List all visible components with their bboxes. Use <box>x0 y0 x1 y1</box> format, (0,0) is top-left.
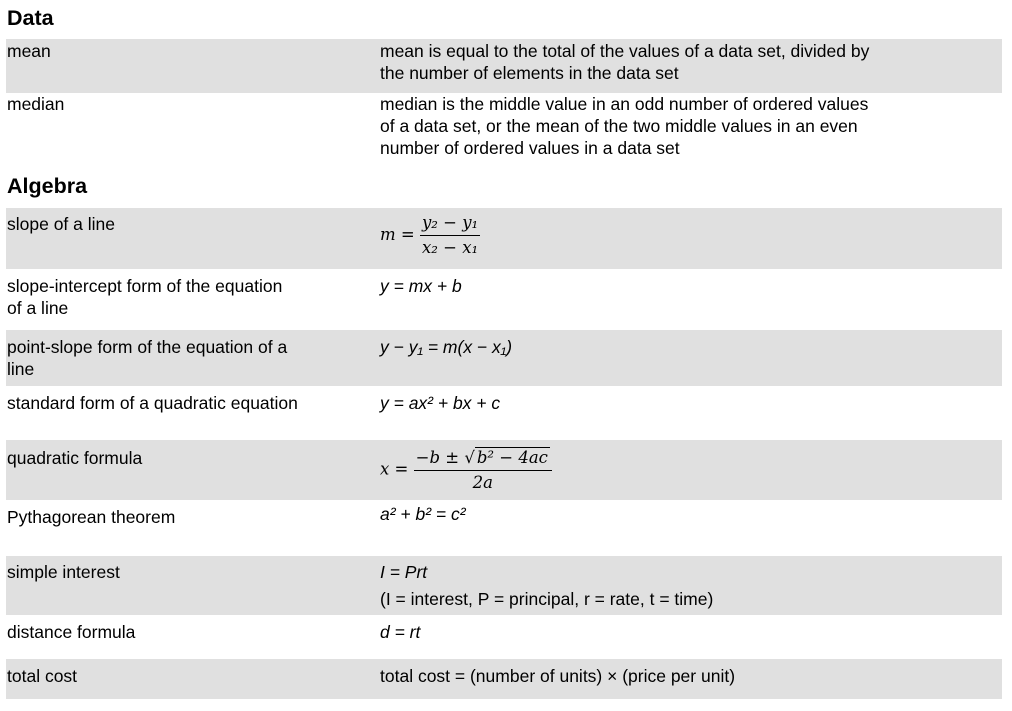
section-heading-algebra: Algebra <box>7 174 88 198</box>
term-point-slope <box>7 336 337 380</box>
formula-slope-intercept: y = mx + b <box>380 276 462 296</box>
formula-quadratic-denominator: 2a <box>472 473 493 492</box>
formula-distance: d = rt <box>380 622 421 642</box>
row-total-cost <box>6 659 1002 699</box>
formula-quadratic-numerator <box>414 447 552 471</box>
formula-quadratic-fraction <box>414 447 552 493</box>
row-slope <box>6 208 1002 269</box>
formula-simple-interest: I = Prt <box>380 562 428 582</box>
formula-standard-form: y = ax² + bx + c <box>380 393 501 413</box>
row-mean <box>6 39 1002 93</box>
formula-slope-numerator: y₂ − y₁ <box>420 213 480 236</box>
legend-simple-interest: (I = interest, P = principal, r = rate, t = time) <box>380 589 714 609</box>
term-point-slope-line1: point-slope form of the equation of a <box>7 337 288 357</box>
formula-quadratic <box>380 447 552 493</box>
formula-slope-fraction <box>420 213 480 258</box>
formula-slope-lhs: m = <box>380 225 415 244</box>
term-quadratic: quadratic formula <box>7 448 143 468</box>
formula-quadratic-numerator-prefix: −b ± √ <box>415 448 475 467</box>
definition-mean-line2: the number of elements in the data set <box>380 63 679 83</box>
formula-quadratic-radicand: b² − 4ac <box>476 448 548 467</box>
term-median: median <box>7 94 65 114</box>
definition-mean-line1: mean is equal to the total of the values of a data set, divided by <box>380 41 870 61</box>
term-slope: slope of a line <box>7 214 115 234</box>
row-simple-interest <box>6 556 1002 615</box>
row-slope-intercept <box>6 269 1002 330</box>
row-distance <box>6 615 1002 659</box>
term-total-cost: total cost <box>7 666 78 686</box>
term-simple-interest: simple interest <box>7 562 120 582</box>
formula-pythagorean: a² + b² = c² <box>380 504 466 524</box>
term-slope-intercept-line1: slope-intercept form of the equation <box>7 276 283 296</box>
term-pythagorean: Pythagorean theorem <box>7 507 176 527</box>
formula-quadratic-lhs: x = <box>380 459 409 479</box>
formula-point-slope: y − y₁ = m(x − x₁) <box>380 337 513 357</box>
row-pythagorean <box>6 500 1002 556</box>
definition-median <box>380 93 940 159</box>
definition-median-line2: of a data set, or the mean of the two middle values in an even <box>380 116 858 136</box>
formula-slope <box>380 213 480 258</box>
row-median <box>6 93 1002 163</box>
row-point-slope <box>6 330 1002 386</box>
row-standard-form <box>6 386 1002 440</box>
term-slope-intercept <box>7 275 337 319</box>
term-standard-form: standard form of a quadratic equation <box>7 393 298 413</box>
formula-quadratic-root <box>475 447 550 468</box>
definition-mean <box>380 40 940 84</box>
term-point-slope-line2: line <box>7 359 35 379</box>
definition-median-line3: number of ordered values in a data set <box>380 138 680 158</box>
term-mean: mean <box>7 41 51 61</box>
term-distance: distance formula <box>7 622 136 642</box>
formula-total-cost: total cost = (number of units) × (price per unit) <box>380 666 736 686</box>
definition-median-line1: median is the middle value in an odd number of ordered values <box>380 94 869 114</box>
formula-slope-denominator: x₂ − x₁ <box>421 238 479 257</box>
definition-simple-interest <box>380 561 940 610</box>
section-heading-data: Data <box>7 6 54 30</box>
term-slope-intercept-line2: of a line <box>7 298 69 318</box>
row-quadratic <box>6 440 1002 500</box>
